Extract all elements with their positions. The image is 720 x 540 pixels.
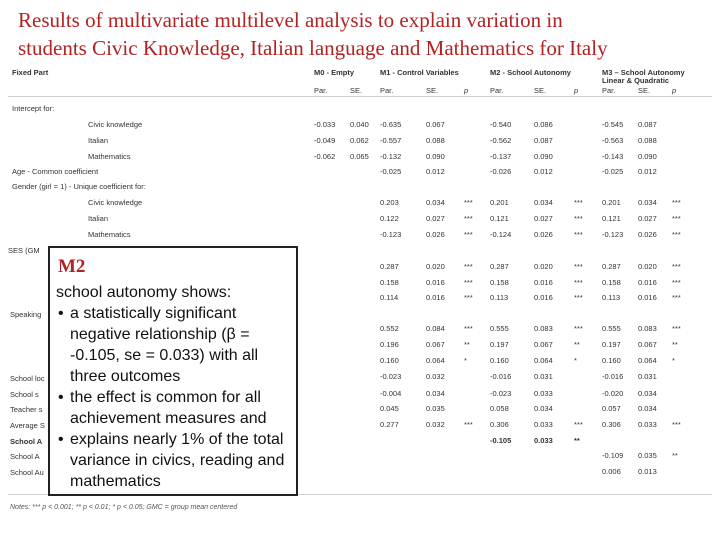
table-cell: -0.124 [490, 230, 512, 239]
table-cell: 0.067 [638, 340, 657, 349]
table-cell: 0.064 [638, 356, 657, 365]
table-cell: 0.012 [534, 167, 553, 176]
table-cell: 0.016 [534, 293, 553, 302]
header-m2: M2 - School Autonomy [490, 68, 571, 77]
table-cell: 0.016 [638, 293, 657, 302]
table-cell: *** [574, 198, 583, 207]
table-cell: 0.026 [534, 230, 553, 239]
table-cell: 0.033 [534, 436, 553, 445]
table-cell: 0.033 [638, 420, 657, 429]
table-cell: 0.160 [380, 356, 399, 365]
table-cell: -0.137 [490, 152, 512, 161]
table-cell: 0.555 [602, 324, 621, 333]
table-cell: 0.087 [534, 136, 553, 145]
table-cell: -0.016 [602, 372, 624, 381]
table-cell: 0.113 [602, 293, 621, 302]
table-cell: -0.123 [380, 230, 402, 239]
table-cell: 0.033 [534, 389, 553, 398]
table-cell: 0.034 [426, 389, 445, 398]
table-cell: 0.027 [534, 214, 553, 223]
m2-callout [48, 246, 298, 496]
label-school-au: School Au [10, 468, 44, 477]
table-cell: 0.013 [638, 467, 657, 476]
table-cell: *** [672, 324, 681, 333]
table-cell: 0.020 [426, 262, 445, 271]
table-cell: 0.090 [426, 152, 445, 161]
table-cell: 0.121 [602, 214, 621, 223]
label-school-s: School s [10, 390, 39, 399]
table-cell: 0.306 [490, 420, 509, 429]
table-cell: 0.083 [534, 324, 553, 333]
table-cell: *** [464, 293, 473, 302]
table-cell: 0.158 [490, 278, 509, 287]
table-cell: 0.087 [638, 120, 657, 129]
table-cell: 0.016 [426, 293, 445, 302]
table-cell: 0.034 [534, 404, 553, 413]
table-cell: 0.034 [638, 389, 657, 398]
table-cell: 0.016 [534, 278, 553, 287]
table-cell: -0.105 [490, 436, 512, 445]
table-cell: 0.034 [534, 198, 553, 207]
table-cell: *** [574, 420, 583, 429]
table-cell: 0.088 [426, 136, 445, 145]
table-cell: * [464, 356, 467, 365]
table-cell: ** [672, 451, 678, 460]
table-cell: 0.114 [380, 293, 399, 302]
table-cell: *** [574, 324, 583, 333]
header-fixed-part: Fixed Part [12, 68, 49, 77]
table-cell: -0.635 [380, 120, 402, 129]
label-civic: Civic knowledge [88, 198, 143, 207]
subheader-p: p [464, 86, 469, 95]
label-speaking: Speaking [10, 310, 42, 319]
subheader-se: SE. [638, 86, 651, 95]
table-cell: -0.033 [314, 120, 336, 129]
callout-intro: school autonomy shows: [56, 284, 232, 301]
table-cell: 0.160 [602, 356, 621, 365]
callout-bullet: • a statistically significant negative relationship (β = -0.105, se = 0.033) with all three outcomes [56, 303, 292, 387]
table-cell: *** [464, 324, 473, 333]
table-cell: 0.020 [638, 262, 657, 271]
header-m3-line-1: M3 – School Autonomy [602, 68, 685, 77]
table-cell: 0.287 [380, 262, 399, 271]
table-cell: * [574, 356, 577, 365]
table-cell: 0.016 [426, 278, 445, 287]
table-cell: *** [672, 262, 681, 271]
table-cell: -0.025 [380, 167, 402, 176]
table-cell: 0.160 [490, 356, 509, 365]
table-cell: -0.025 [602, 167, 624, 176]
table-cell: -0.109 [602, 451, 624, 460]
table-cell: *** [464, 420, 473, 429]
table-cell: -0.023 [490, 389, 512, 398]
label-gender: Gender (girl = 1) - Unique coefficient for: [12, 182, 146, 191]
table-cell: 0.201 [490, 198, 509, 207]
callout-heading: M2 [58, 256, 86, 277]
callout-bullet: • the effect is common for all achievement measures and [56, 387, 292, 429]
table-cell: 0.033 [534, 420, 553, 429]
table-cell: 0.045 [380, 404, 399, 413]
label-age: Age - Common coefficient [12, 167, 99, 176]
subheader-p: p [672, 86, 677, 95]
table-cell: 0.026 [638, 230, 657, 239]
table-cell: 0.035 [638, 451, 657, 460]
table-cell: 0.032 [426, 420, 445, 429]
table-cell: 0.035 [426, 404, 445, 413]
label-teacher: Teacher s [10, 405, 43, 414]
label-intercept: Intercept for: [12, 104, 55, 113]
table-cell: *** [574, 293, 583, 302]
subheader-par: Par. [314, 86, 328, 95]
table-cell: -0.020 [602, 389, 624, 398]
table-cell: 0.086 [534, 120, 553, 129]
table-cell: 0.034 [426, 198, 445, 207]
table-cell: 0.552 [380, 324, 399, 333]
table-cell: 0.062 [350, 136, 369, 145]
table-cell: -0.026 [490, 167, 512, 176]
table-cell: 0.084 [426, 324, 445, 333]
subheader-se: SE. [350, 86, 363, 95]
table-cell: 0.034 [638, 404, 657, 413]
table-cell: -0.004 [380, 389, 402, 398]
table-cell: 0.026 [426, 230, 445, 239]
table-cell: -0.132 [380, 152, 402, 161]
table-cell: 0.197 [602, 340, 621, 349]
table-cell: *** [672, 230, 681, 239]
table-cell: 0.034 [638, 198, 657, 207]
table-cell: 0.057 [602, 404, 621, 413]
label-italian: Italian [88, 136, 109, 145]
table-cell: 0.040 [350, 120, 369, 129]
table-cell: 0.016 [638, 278, 657, 287]
callout-bullet: • explains nearly 1% of the total variance in civics, reading and mathematics [56, 429, 292, 492]
label-average: Average S [10, 421, 45, 430]
header-m0: M0 - Empty [314, 68, 355, 77]
table-cell: -0.016 [490, 372, 512, 381]
subheader-par: Par. [602, 86, 616, 95]
subheader-se: SE. [426, 86, 439, 95]
table-cell: 0.020 [534, 262, 553, 271]
table-cell: 0.064 [534, 356, 553, 365]
table-cell: 0.306 [602, 420, 621, 429]
table-cell: 0.113 [490, 293, 509, 302]
table-cell: *** [464, 214, 473, 223]
table-cell: 0.064 [426, 356, 445, 365]
table-cell: 0.031 [638, 372, 657, 381]
table-cell: ** [574, 436, 580, 445]
table-cell: 0.090 [638, 152, 657, 161]
table-cell: *** [672, 420, 681, 429]
table-cell: -0.545 [602, 120, 624, 129]
table-cell: 0.067 [534, 340, 553, 349]
table-cell: *** [672, 198, 681, 207]
slide-title-line-1: Results of multivariate multilevel analysis to explain variation in [18, 8, 563, 32]
table-cell: 0.088 [638, 136, 657, 145]
table-cell: 0.027 [638, 214, 657, 223]
table-cell: 0.065 [350, 152, 369, 161]
subheader-par: Par. [380, 86, 394, 95]
table-cell: 0.201 [602, 198, 621, 207]
table-cell: 0.012 [426, 167, 445, 176]
table-cell: 0.122 [380, 214, 399, 223]
table-cell: *** [464, 278, 473, 287]
table-cell: ** [574, 340, 580, 349]
table-cell: -0.563 [602, 136, 624, 145]
table-cell: -0.562 [490, 136, 512, 145]
label-ses: SES (GM [8, 246, 40, 255]
table-cell: 0.067 [426, 340, 445, 349]
slide-title-line-2: students Civic Knowledge, Italian language and Mathematics for Italy [18, 36, 608, 60]
subheader-par: Par. [490, 86, 504, 95]
table-cell: 0.196 [380, 340, 399, 349]
table-cell: 0.067 [426, 120, 445, 129]
label-math: Mathematics [88, 152, 131, 161]
table-cell: 0.031 [534, 372, 553, 381]
table-cell: *** [672, 214, 681, 223]
label-civic: Civic knowledge [88, 120, 143, 129]
table-cell: *** [672, 278, 681, 287]
table-cell: -0.540 [490, 120, 512, 129]
table-cell: 0.158 [380, 278, 399, 287]
table-cell: 0.083 [638, 324, 657, 333]
label-school-a: School A [10, 437, 43, 446]
table-cell: 0.277 [380, 420, 399, 429]
table-cell: 0.027 [426, 214, 445, 223]
table-cell: *** [574, 278, 583, 287]
label-school-loc: School loc [10, 374, 45, 383]
table-cell: *** [574, 214, 583, 223]
label-italian: Italian [88, 214, 109, 223]
table-cell: *** [672, 293, 681, 302]
table-cell: *** [574, 230, 583, 239]
table-cell: ** [672, 340, 678, 349]
table-cell: 0.032 [426, 372, 445, 381]
table-cell: -0.123 [602, 230, 624, 239]
table-cell: 0.121 [490, 214, 509, 223]
table-cell: * [672, 356, 675, 365]
table-cell: 0.158 [602, 278, 621, 287]
table-cell: -0.143 [602, 152, 624, 161]
table-cell: 0.058 [490, 404, 509, 413]
table-cell: 0.203 [380, 198, 399, 207]
header-m1: M1 - Control Variables [380, 68, 459, 77]
callout-bullets [56, 303, 292, 492]
label-school-a: School A [10, 452, 40, 461]
table-cell: -0.557 [380, 136, 402, 145]
table-cell: *** [574, 262, 583, 271]
table-cell: *** [464, 262, 473, 271]
table-cell: *** [464, 230, 473, 239]
table-cell: 0.287 [490, 262, 509, 271]
table-note: Notes: *** p < 0.001; ** p < 0.01; * p < 0.05; GMC = group mean centered [10, 504, 238, 511]
table-cell: 0.287 [602, 262, 621, 271]
subheader-p: p [574, 86, 579, 95]
table-cell: 0.012 [638, 167, 657, 176]
table-cell: 0.090 [534, 152, 553, 161]
table-cell: -0.049 [314, 136, 336, 145]
table-cell: 0.555 [490, 324, 509, 333]
header-m3-line-2: Linear & Quadratic [602, 76, 670, 85]
table-cell: 0.197 [490, 340, 509, 349]
label-math: Mathematics [88, 230, 131, 239]
slide-title [18, 6, 718, 62]
table-cell: -0.062 [314, 152, 336, 161]
header-divider [8, 96, 712, 97]
table-cell: -0.023 [380, 372, 402, 381]
table-cell: *** [464, 198, 473, 207]
subheader-se: SE. [534, 86, 547, 95]
table-cell: 0.006 [602, 467, 621, 476]
table-cell: ** [464, 340, 470, 349]
